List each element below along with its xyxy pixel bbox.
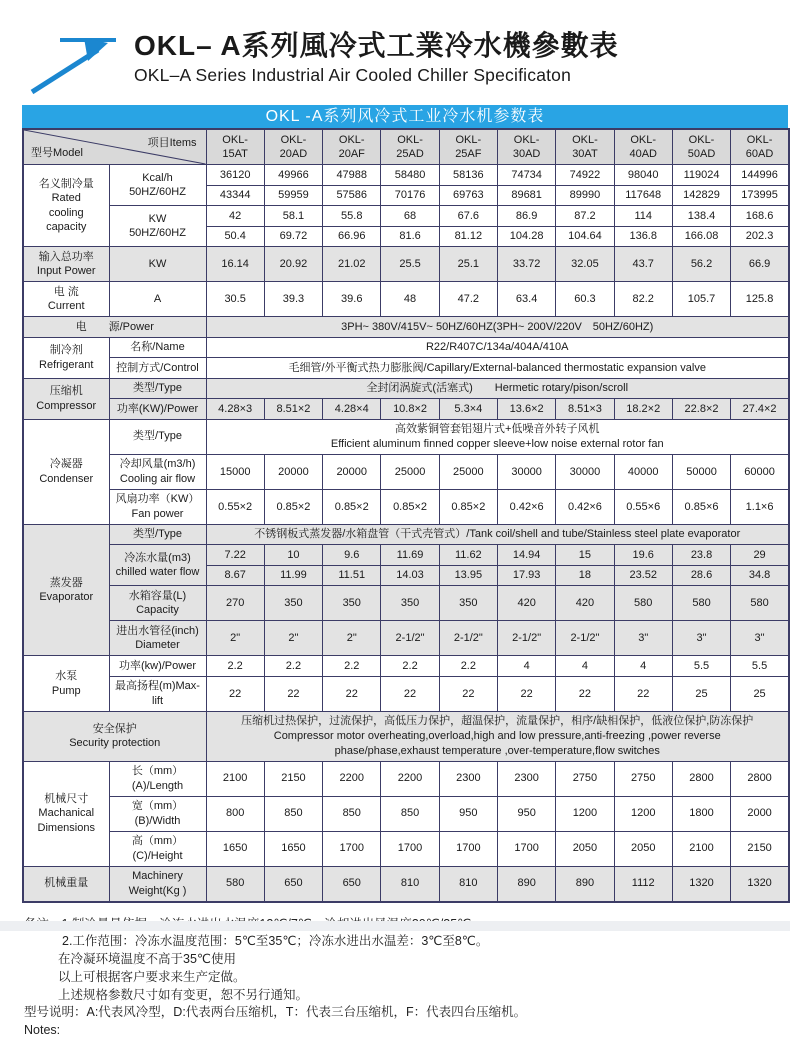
spec-value: 67.6	[439, 206, 497, 227]
spec-value: 22	[323, 676, 381, 711]
spec-value: 4.28×4	[323, 399, 381, 420]
spec-value: 14.94	[497, 545, 555, 566]
spec-value: 42	[206, 206, 264, 227]
notes	[24, 916, 790, 1040]
spec-value: 1700	[497, 831, 555, 866]
spec-value: 58.1	[264, 206, 322, 227]
spec-value: 70176	[381, 185, 439, 206]
note-line: 在冷凝环境温度不高于35℃使用	[58, 952, 236, 967]
spec-value: 15000	[206, 454, 264, 489]
spec-value: 350	[264, 586, 322, 621]
spec-value: 11.62	[439, 545, 497, 566]
spec-value: 18	[556, 565, 614, 586]
spec-value: 66.9	[731, 247, 789, 282]
section-label: 蒸发器 Evaporator	[23, 524, 109, 656]
spec-value: 43344	[206, 185, 264, 206]
spec-value: 350	[323, 586, 381, 621]
table-row	[23, 165, 789, 186]
spec-value: 0.85×2	[323, 489, 381, 524]
spec-value: 16.14	[206, 247, 264, 282]
table-row	[23, 399, 789, 420]
spec-value: 0.85×6	[672, 489, 730, 524]
spec-value: 138.4	[672, 206, 730, 227]
page-title: OKL– A系列風冷式工業冷水機參數表	[134, 30, 619, 61]
spec-value: 1.1×6	[731, 489, 789, 524]
spec-value: 30.5	[206, 282, 264, 317]
model-header: OKL- 30AT	[556, 129, 614, 165]
spec-value: 1650	[264, 831, 322, 866]
spec-value: 2750	[556, 761, 614, 796]
spec-value: 810	[381, 866, 439, 902]
spec-value: 580	[672, 586, 730, 621]
spec-value: 2750	[614, 761, 672, 796]
spec-value: 104.64	[556, 226, 614, 247]
spec-value: 4	[497, 656, 555, 677]
spec-value: 14.03	[381, 565, 439, 586]
section-label: 安全保护 Security protection	[23, 711, 206, 761]
item-label: 名称/Name	[109, 337, 206, 358]
table-row	[23, 831, 789, 866]
section-label: 输入总功率 Input Power	[23, 247, 109, 282]
spec-value: 33.72	[497, 247, 555, 282]
spec-value: 114	[614, 206, 672, 227]
spec-value: 10	[264, 545, 322, 566]
spec-value: 1320	[672, 866, 730, 902]
spec-value: 58136	[439, 165, 497, 186]
spec-value: 2000	[731, 796, 789, 831]
spec-value: 2"	[264, 621, 322, 656]
spec-value: 20000	[323, 454, 381, 489]
spec-value: 10.8×2	[381, 399, 439, 420]
spec-value: 86.9	[497, 206, 555, 227]
model-header: OKL- 15AT	[206, 129, 264, 165]
spec-value: 11.51	[323, 565, 381, 586]
spec-value: 22.8×2	[672, 399, 730, 420]
table-row	[23, 586, 789, 621]
note-line: 以上可根据客户要求来生产定做。	[58, 969, 246, 984]
spec-value: 8.51×2	[264, 399, 322, 420]
spec-value: 5.5	[731, 656, 789, 677]
spec-value: 19.6	[614, 545, 672, 566]
table-row	[23, 621, 789, 656]
spec-value: 50.4	[206, 226, 264, 247]
spec-value: 82.2	[614, 282, 672, 317]
spec-value: 4.28×3	[206, 399, 264, 420]
spec-value: 2800	[731, 761, 789, 796]
spec-value: 580	[206, 866, 264, 902]
table-row	[23, 206, 789, 227]
spec-value: 11.69	[381, 545, 439, 566]
spec-value: 69763	[439, 185, 497, 206]
item-label: 类型/Type	[109, 419, 206, 454]
note-line: 型号说明：A:代表风冷型，D:代表两台压缩机，T：代表三台压缩机，F：代表四台压缩机。	[24, 1005, 527, 1020]
spec-value: 0.85×2	[264, 489, 322, 524]
spec-value: 25.5	[381, 247, 439, 282]
spec-value: 270	[206, 586, 264, 621]
bottom-strip	[0, 921, 790, 931]
item-label: 宽（mm）(B)/Width	[109, 796, 206, 831]
spec-value: 30000	[497, 454, 555, 489]
spec-value: 0.85×2	[439, 489, 497, 524]
spec-value: 2300	[439, 761, 497, 796]
spec-value: 2100	[672, 831, 730, 866]
spec-value: 18.2×2	[614, 399, 672, 420]
spec-value: 59959	[264, 185, 322, 206]
spec-value: 202.3	[731, 226, 789, 247]
spec-value: 5.3×4	[439, 399, 497, 420]
spec-value: 3"	[731, 621, 789, 656]
spec-value: 105.7	[672, 282, 730, 317]
spec-value: 89990	[556, 185, 614, 206]
section-label: 机械尺寸 Machanical Dimensions	[23, 761, 109, 866]
table-row	[23, 676, 789, 711]
spec-value: 166.08	[672, 226, 730, 247]
spec-value: 117648	[614, 185, 672, 206]
spec-value: 1700	[323, 831, 381, 866]
spec-value: 950	[439, 796, 497, 831]
item-label: 最高扬程(m)Max-lift	[109, 676, 206, 711]
spec-value: 22	[556, 676, 614, 711]
section-label: 水泵 Pump	[23, 656, 109, 712]
spec-value: 2050	[556, 831, 614, 866]
item-label: 水箱容量(L) Capacity	[109, 586, 206, 621]
item-label: 控制方式/Control	[109, 358, 206, 379]
item-label: 功率(kw)/Power	[109, 656, 206, 677]
spec-text: R22/R407C/134a/404A/410A	[206, 337, 789, 358]
spec-value: 3"	[614, 621, 672, 656]
spec-table	[22, 128, 790, 903]
spec-value: 850	[323, 796, 381, 831]
spec-value: 43.7	[614, 247, 672, 282]
table-row	[23, 247, 789, 282]
model-header: OKL- 20AF	[323, 129, 381, 165]
spec-value: 49966	[264, 165, 322, 186]
table-row	[23, 419, 789, 454]
table-row	[23, 545, 789, 566]
spec-value: 850	[264, 796, 322, 831]
spec-value: 1112	[614, 866, 672, 902]
spec-value: 1320	[731, 866, 789, 902]
spec-value: 2050	[614, 831, 672, 866]
spec-value: 21.02	[323, 247, 381, 282]
spec-value: 2200	[381, 761, 439, 796]
table-row	[23, 866, 789, 902]
spec-text: 3PH~ 380V/415V~ 50HZ/60HZ(3PH~ 200V/220V 50HZ/60HZ)	[206, 317, 789, 338]
spec-value: 1700	[439, 831, 497, 866]
spec-value: 47.2	[439, 282, 497, 317]
spec-value: 27.4×2	[731, 399, 789, 420]
spec-value: 2150	[264, 761, 322, 796]
spec-value: 2"	[206, 621, 264, 656]
spec-value: 0.85×2	[381, 489, 439, 524]
spec-value: 22	[206, 676, 264, 711]
spec-value: 2300	[497, 761, 555, 796]
spec-value: 15	[556, 545, 614, 566]
spec-value: 2.2	[206, 656, 264, 677]
spec-value: 55.8	[323, 206, 381, 227]
item-label: 进出水管径(inch) Diameter	[109, 621, 206, 656]
spec-value: 81.12	[439, 226, 497, 247]
spec-value: 81.6	[381, 226, 439, 247]
spec-value: 950	[497, 796, 555, 831]
spec-value: 66.96	[323, 226, 381, 247]
table-row	[23, 358, 789, 379]
spec-value: 47988	[323, 165, 381, 186]
spec-value: 11.99	[264, 565, 322, 586]
item-label: Machinery Weight(Kg )	[109, 866, 206, 902]
spec-value: 144996	[731, 165, 789, 186]
spec-value: 2-1/2"	[381, 621, 439, 656]
spec-value: 173995	[731, 185, 789, 206]
spec-value: 2-1/2"	[439, 621, 497, 656]
section-label: 电 流 Current	[23, 282, 109, 317]
spec-value: 23.52	[614, 565, 672, 586]
item-label: 类型/Type	[109, 524, 206, 545]
spec-value: 39.6	[323, 282, 381, 317]
spec-value: 125.8	[731, 282, 789, 317]
spec-value: 39.3	[264, 282, 322, 317]
spec-value: 36120	[206, 165, 264, 186]
spec-value: 3"	[672, 621, 730, 656]
spec-value: 89681	[497, 185, 555, 206]
section-label: 名义制冷量 Rated cooling capacity	[23, 165, 109, 247]
page-subtitle: OKL–A Series Industrial Air Cooled Chiller Specificaton	[134, 65, 572, 86]
spec-value: 50000	[672, 454, 730, 489]
spec-value: 22	[264, 676, 322, 711]
model-header: OKL- 30AD	[497, 129, 555, 165]
spec-value: 350	[381, 586, 439, 621]
model-header: OKL- 20AD	[264, 129, 322, 165]
spec-value: 1200	[556, 796, 614, 831]
spec-value: 20000	[264, 454, 322, 489]
spec-value: 22	[439, 676, 497, 711]
spec-value: 25.1	[439, 247, 497, 282]
spec-value: 800	[206, 796, 264, 831]
spec-value: 25	[731, 676, 789, 711]
spec-value: 2200	[323, 761, 381, 796]
spec-value: 9.6	[323, 545, 381, 566]
spec-value: 74922	[556, 165, 614, 186]
arrow-up-right-icon	[26, 34, 118, 96]
spec-value: 8.51×3	[556, 399, 614, 420]
spec-value: 25	[672, 676, 730, 711]
spec-value: 22	[614, 676, 672, 711]
table-row	[23, 378, 789, 399]
spec-value: 650	[264, 866, 322, 902]
spec-value: 8.67	[206, 565, 264, 586]
spec-value: 136.8	[614, 226, 672, 247]
spec-value: 60.3	[556, 282, 614, 317]
spec-value: 1650	[206, 831, 264, 866]
spec-value: 28.6	[672, 565, 730, 586]
table-row	[23, 454, 789, 489]
spec-value: 57586	[323, 185, 381, 206]
table-row	[23, 656, 789, 677]
note-line: Notes:	[24, 1023, 61, 1038]
note-line: 2.工作范围：冷冻水温度范围：5℃至35℃；冷冻水进出水温差：3℃至8℃。	[62, 934, 489, 949]
spec-value: 2.2	[439, 656, 497, 677]
spec-value: 650	[323, 866, 381, 902]
spec-value: 98040	[614, 165, 672, 186]
spec-value: 420	[556, 586, 614, 621]
item-label: A	[109, 282, 206, 317]
spec-value: 13.95	[439, 565, 497, 586]
spec-value: 2.2	[323, 656, 381, 677]
model-header: OKL- 40AD	[614, 129, 672, 165]
spec-value: 4	[614, 656, 672, 677]
spec-value: 580	[614, 586, 672, 621]
spec-value: 22	[497, 676, 555, 711]
note-line: 上述规格参数尺寸如有变更，恕不另行通知。	[58, 987, 309, 1002]
item-label: 高（mm）(C)/Height	[109, 831, 206, 866]
table-row	[23, 711, 789, 761]
spec-value: 25000	[381, 454, 439, 489]
spec-value: 580	[731, 586, 789, 621]
section-label: 冷凝器 Condenser	[23, 419, 109, 524]
page-header	[0, 0, 790, 96]
table-row	[23, 282, 789, 317]
spec-value: 0.55×6	[614, 489, 672, 524]
section-label: 电 源/Power	[23, 317, 206, 338]
spec-value: 32.05	[556, 247, 614, 282]
spec-value: 69.72	[264, 226, 322, 247]
spec-value: 350	[439, 586, 497, 621]
spec-value: 2800	[672, 761, 730, 796]
section-label: 压缩机 Compressor	[23, 378, 109, 419]
spec-value: 63.4	[497, 282, 555, 317]
spec-table-head	[23, 129, 789, 165]
item-label: Kcal/h 50HZ/60HZ	[109, 165, 206, 206]
spec-value: 29	[731, 545, 789, 566]
section-label: 制冷剂 Refrigerant	[23, 337, 109, 378]
spec-value: 13.6×2	[497, 399, 555, 420]
spec-value: 60000	[731, 454, 789, 489]
spec-value: 34.8	[731, 565, 789, 586]
spec-value: 22	[381, 676, 439, 711]
corner-model-label: 型号Model	[31, 146, 83, 159]
spec-value: 4	[556, 656, 614, 677]
spec-value: 142829	[672, 185, 730, 206]
table-row	[23, 796, 789, 831]
spec-value: 2-1/2"	[556, 621, 614, 656]
spec-value: 1200	[614, 796, 672, 831]
spec-value: 40000	[614, 454, 672, 489]
spec-value: 2"	[323, 621, 381, 656]
spec-text: 高效紫铜管套铝翅片式+低噪音外转子风机 Efficient aluminum finned copper sleeve+low noise external rotor fan	[206, 419, 789, 454]
spec-value: 87.2	[556, 206, 614, 227]
item-label: 风扇功率（KW） Fan power	[109, 489, 206, 524]
spec-value: 1800	[672, 796, 730, 831]
spec-value: 890	[497, 866, 555, 902]
spec-value: 0.55×2	[206, 489, 264, 524]
item-label: KW	[109, 247, 206, 282]
model-header: OKL- 50AD	[672, 129, 730, 165]
table-row	[23, 489, 789, 524]
spec-value: 17.93	[497, 565, 555, 586]
spec-table-body	[23, 165, 789, 902]
spec-value: 2-1/2"	[497, 621, 555, 656]
spec-value: 68	[381, 206, 439, 227]
spec-value: 119024	[672, 165, 730, 186]
spec-value: 0.42×6	[497, 489, 555, 524]
table-row	[23, 524, 789, 545]
item-label: 长（mm）(A)/Length	[109, 761, 206, 796]
spec-value: 168.6	[731, 206, 789, 227]
spec-text: 毛细管/外平衡式热力膨胀阀/Capillary/External-balanced thermostatic expansion valve	[206, 358, 789, 379]
spec-value: 25000	[439, 454, 497, 489]
item-label: 冷却风量(m3/h) Cooling air flow	[109, 454, 206, 489]
spec-value: 2.2	[264, 656, 322, 677]
spec-text: 不锈钢板式蒸发器/水箱盘管（干式壳管式）/Tank coil/shell and tube/Stainless steel plate evaporator	[206, 524, 789, 545]
spec-value: 2100	[206, 761, 264, 796]
corner-items-label: 项目Items	[147, 137, 197, 149]
spec-value: 0.42×6	[556, 489, 614, 524]
spec-text: 全封闭涡旋式(活塞式) Hermetic rotary/pison/scroll	[206, 378, 789, 399]
spec-value: 2150	[731, 831, 789, 866]
spec-value: 30000	[556, 454, 614, 489]
spec-value: 74734	[497, 165, 555, 186]
table-banner: OKL -A系列风冷式工业冷水机参数表	[22, 105, 788, 128]
item-label: 功率(KW)/Power	[109, 399, 206, 420]
table-row	[23, 337, 789, 358]
spec-value: 420	[497, 586, 555, 621]
model-header-row	[23, 129, 789, 165]
spec-value: 5.5	[672, 656, 730, 677]
title-block	[134, 30, 619, 86]
spec-value: 48	[381, 282, 439, 317]
model-header: OKL- 25AF	[439, 129, 497, 165]
item-label: KW 50HZ/60HZ	[109, 206, 206, 247]
spec-value: 56.2	[672, 247, 730, 282]
spec-value: 2.2	[381, 656, 439, 677]
spec-value: 810	[439, 866, 497, 902]
spec-value: 20.92	[264, 247, 322, 282]
item-label: 类型/Type	[109, 378, 206, 399]
section-label: 机械重量	[23, 866, 109, 902]
spec-value: 23.8	[672, 545, 730, 566]
table-row	[23, 761, 789, 796]
spec-text: 压缩机过热保护，过流保护，高低压力保护，超温保护，流量保护，相序/缺相保护，低液位保护,防冻保护 Compressor motor overheating,overload,high and low pressure,anti-freezing ,power reverse phase/phase,exhaust temperature ,over-temperature,flow switches	[206, 711, 789, 761]
table-row	[23, 317, 789, 338]
spec-value: 850	[381, 796, 439, 831]
spec-value: 7.22	[206, 545, 264, 566]
corner-cell	[23, 129, 206, 165]
spec-value: 58480	[381, 165, 439, 186]
spec-value: 890	[556, 866, 614, 902]
spec-value: 1700	[381, 831, 439, 866]
spec-value: 104.28	[497, 226, 555, 247]
item-label: 冷冻水量(m3) chilled water flow	[109, 545, 206, 586]
model-header: OKL- 60AD	[731, 129, 789, 165]
model-header: OKL- 25AD	[381, 129, 439, 165]
